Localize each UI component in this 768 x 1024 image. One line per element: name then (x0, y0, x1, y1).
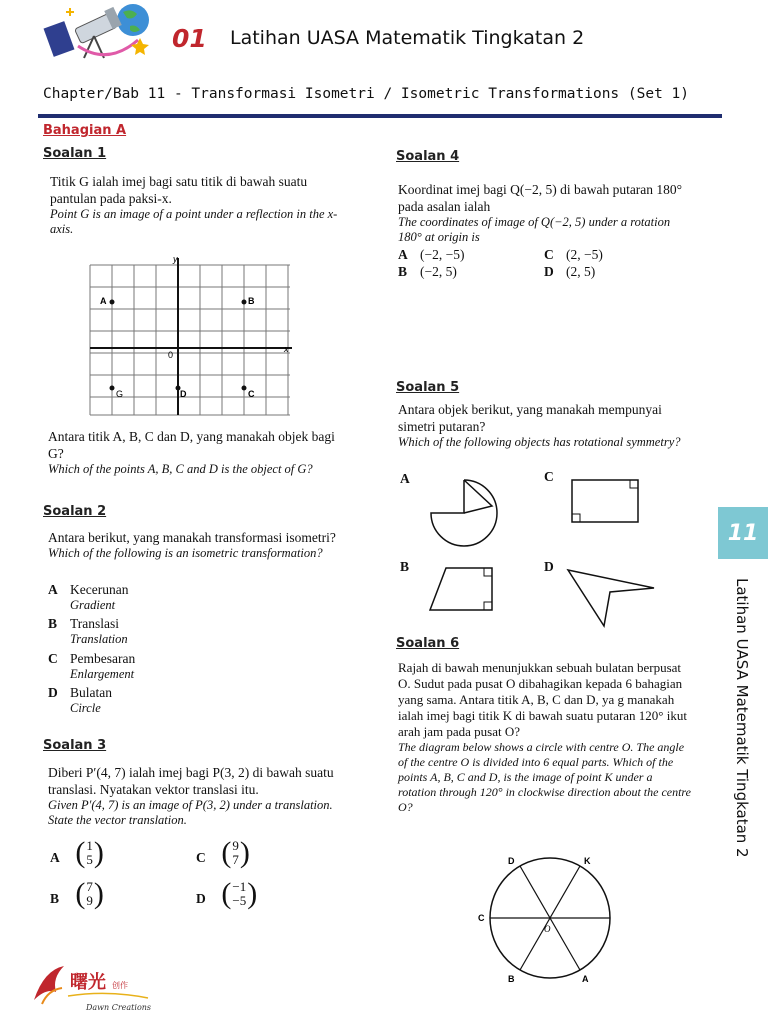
q5-option-d-letter: D (544, 559, 554, 574)
q3-option-c-bottom: 7 (232, 852, 239, 867)
q1-point-g (110, 386, 115, 391)
q1-stem (50, 173, 342, 237)
q6-circle-diagram (470, 852, 630, 984)
q4-option-b-value: (−2, 5) (420, 264, 457, 279)
q3-stem-ms: Diberi P′(4, 7) ialah imej bagi P(3, 2) di bawah suatu translasi. Nyatakan vektor translasi itu. (48, 765, 334, 797)
q2-option-d[interactable] (48, 685, 112, 716)
q6-label: Soalan 6 (396, 636, 460, 651)
q5-stem-en: Which of the following objects has rotational symmetry? (398, 435, 681, 449)
q4-option-c-value: (2, −5) (566, 247, 603, 262)
footer-logo-small: 创作 (112, 981, 128, 990)
q3-stem (48, 764, 344, 828)
q1-stem-en: Point G is an image of a point under a reflection in the x-axis. (50, 207, 338, 236)
q6-point-c-label: C (478, 913, 485, 923)
q3-option-a-letter: A (50, 850, 60, 865)
q2-option-d-en: Circle (70, 701, 101, 715)
q3-option-d-bottom: −5 (232, 893, 247, 908)
q2-option-a-letter: A (48, 582, 58, 597)
q6-point-b-label: B (508, 974, 515, 984)
q4-option-a-value: (−2, −5) (420, 247, 465, 262)
q3-option-d-letter: D (196, 891, 206, 906)
q6-stem (398, 660, 692, 815)
q5-option-b[interactable] (400, 559, 422, 575)
q2-option-b-ms: Translasi (70, 616, 120, 631)
q1-point-d-label: D (180, 389, 187, 399)
q2-option-a[interactable] (48, 582, 128, 613)
q2-option-a-ms: Kecerunan (70, 582, 129, 597)
q3-label: Soalan 3 (43, 738, 107, 753)
q5-trapezium-shape (430, 568, 492, 610)
chapter-heading: Chapter/Bab 11 - Transformasi Isometri / Isometric Transformations (Set 1) (43, 86, 690, 102)
q1-grid-diagram (80, 250, 300, 420)
q2-option-c-en: Enlargement (70, 667, 135, 681)
page-number: 01 (172, 24, 207, 53)
q2-option-b-letter: B (48, 616, 58, 631)
q4-option-a-letter: A (398, 247, 408, 262)
q3-option-a[interactable]: A ( 1 5 ) (50, 836, 104, 869)
q3-stem-en: Given P′(4, 7) is an image of P(3, 2) under a translation. State the vector translation. (48, 798, 333, 827)
q2-option-d-letter: D (48, 685, 58, 700)
footer-logo-chinese: 曙光 (70, 972, 106, 993)
q6-stem-ms: Rajah di bawah menunjukkan sebuah bulatan berpusat O. Sudut pada pusat O dibahagikan kepada 6 bahagian yang sama. Antara titik A, B, C dan D, ya g manakah ialah imej bagi titik K di bawah suatu putaran 120° ikut arah jam pada pusat O? (398, 660, 687, 739)
q1-point-g-label: G (116, 389, 124, 399)
q1-stem-ms: Titik G ialah imej bagi satu titik di bawah suatu pantulan pada paksi-x. (50, 174, 308, 206)
q5-option-a[interactable] (400, 471, 422, 487)
q5-rectangle-shape (572, 480, 638, 522)
telescope-logo-icon (38, 2, 158, 62)
q4-option-c[interactable] (544, 247, 603, 263)
q5-option-a-letter: A (400, 471, 410, 486)
q2-option-c-letter: C (48, 651, 58, 666)
q4-option-c-letter: C (544, 247, 554, 262)
q4-option-b[interactable] (398, 264, 457, 280)
q5-option-c-letter: C (544, 469, 554, 484)
q1-origin-label: 0 (168, 350, 174, 360)
q4-option-d-value: (2, 5) (566, 264, 596, 279)
q2-option-b[interactable] (48, 616, 128, 647)
q2-option-c-ms: Pembesaran (70, 651, 136, 666)
q3-option-c-top: 9 (232, 838, 239, 853)
header-divider (38, 114, 722, 118)
q2-stem-ms: Antara berikut, yang manakah transformasi isometri? (48, 530, 336, 545)
q5-stem (398, 401, 692, 450)
q4-option-d[interactable] (544, 264, 595, 280)
q3-option-a-top: 1 (86, 838, 93, 853)
q6-point-k-label: K (584, 856, 591, 866)
q3-option-b[interactable]: B ( 7 9 ) (50, 877, 104, 910)
q4-stem-ms: Koordinat imej bagi Q(−2, 5) di bawah putaran 180° pada asalan ialah (398, 182, 683, 214)
chapter-tab: 11 (718, 507, 768, 559)
q1-point-a (110, 300, 115, 305)
q1-question (48, 428, 342, 477)
q2-option-c[interactable] (48, 651, 135, 682)
q2-option-b-en: Translation (70, 632, 128, 646)
q4-stem-en: The coordinates of image of Q(−2, 5) under a rotation 180° at origin is (398, 215, 671, 244)
q2-stem-en: Which of the following is an isometric transformation? (48, 546, 323, 560)
q3-option-b-letter: B (50, 891, 60, 906)
q1-point-b (242, 300, 247, 305)
q4-option-a[interactable] (398, 247, 464, 263)
section-label: Bahagian A (43, 123, 127, 138)
q1-point-c (242, 386, 247, 391)
q5-label: Soalan 5 (396, 380, 460, 395)
q3-option-b-top: 7 (86, 879, 93, 894)
q3-option-c[interactable]: C ( 9 7 ) (196, 836, 250, 869)
q1-point-a-label: A (100, 296, 107, 306)
q1-y-axis-label: y (173, 254, 178, 264)
q3-option-a-bottom: 5 (86, 852, 93, 867)
q4-stem (398, 181, 692, 245)
q6-point-d-label: D (508, 856, 515, 866)
footer-logo-name: Dawn Creations (86, 1003, 152, 1012)
q2-label: Soalan 2 (43, 504, 107, 519)
dawn-creations-logo-icon (28, 960, 158, 1018)
q2-option-d-ms: Bulatan (70, 685, 112, 700)
q4-option-b-letter: B (398, 264, 408, 279)
q3-option-b-bottom: 9 (86, 893, 93, 908)
q6-stem-en: The diagram below shows a circle with centre O. The angle of the centre O is divided into 6 equal parts. Which of the points A, B, C and D, is the image of point K under a rotation through 120° in clockwise direction about the centre O? (398, 740, 691, 814)
q1-x-axis-label: x (284, 344, 289, 354)
q1-point-c-label: C (248, 389, 255, 399)
q3-option-d-top: −1 (232, 879, 247, 894)
q6-point-a-label: A (582, 974, 589, 984)
q2-option-a-en: Gradient (70, 598, 116, 612)
q5-shapes-diagram (420, 470, 680, 630)
q1-ask-en: Which of the points A, B, C and D is the object of G? (48, 462, 313, 476)
q3-option-c-letter: C (196, 850, 206, 865)
q1-ask-ms: Antara titik A, B, C dan D, yang manakah objek bagi G? (48, 429, 335, 461)
q4-label: Soalan 4 (396, 149, 460, 164)
side-title: Latihan UASA Matematik Tingkatan 2 (733, 578, 751, 858)
q1-label: Soalan 1 (43, 146, 107, 161)
q2-stem (48, 529, 342, 561)
q4-option-d-letter: D (544, 264, 554, 279)
q6-centre-label: O (544, 924, 551, 934)
q5-kite-shape (568, 570, 654, 626)
q5-stem-ms: Antara objek berikut, yang manakah mempunyai simetri putaran? (398, 402, 662, 434)
q3-option-d[interactable]: D ( −1 −5 ) (196, 877, 258, 910)
page-title: Latihan UASA Matematik Tingkatan 2 (230, 27, 585, 49)
q5-option-b-letter: B (400, 559, 410, 574)
q1-point-b-label: B (248, 296, 255, 306)
